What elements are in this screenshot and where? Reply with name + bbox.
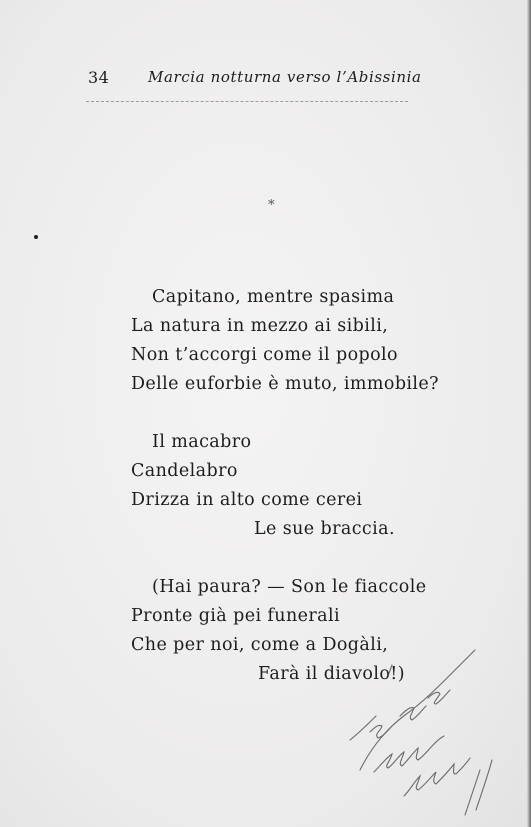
verse-line: Candelabro bbox=[131, 461, 238, 481]
section-asterisk: * bbox=[268, 198, 275, 213]
running-title: Marcia notturna verso l’Abissinia bbox=[148, 68, 422, 86]
verse-line: Non t’accorgi come il popolo bbox=[131, 345, 398, 365]
verse-line: Che per noi, come a Dogàli, bbox=[131, 635, 389, 655]
verse-line: Pronte già pei funerali bbox=[131, 606, 340, 626]
verse-line: Drizza in alto come cerei bbox=[131, 490, 363, 510]
verse-line: Le sue braccia. bbox=[254, 519, 395, 539]
verse-line: (Hai paura? — Son le fiaccole bbox=[152, 577, 427, 597]
verse-line: Il macabro bbox=[152, 432, 252, 452]
verse-line: Farà il diavolo!) bbox=[258, 664, 405, 684]
page-number: 34 bbox=[88, 68, 110, 87]
running-header bbox=[88, 68, 422, 90]
verse-line: Capitano, mentre spasima bbox=[152, 287, 395, 307]
margin-dot bbox=[34, 235, 38, 239]
verse-line: La natura in mezzo ai sibili, bbox=[131, 316, 389, 336]
verse-line: Delle euforbie è muto, immobile? bbox=[131, 374, 439, 394]
header-rule bbox=[86, 101, 408, 102]
handwritten-annotation bbox=[330, 620, 530, 820]
